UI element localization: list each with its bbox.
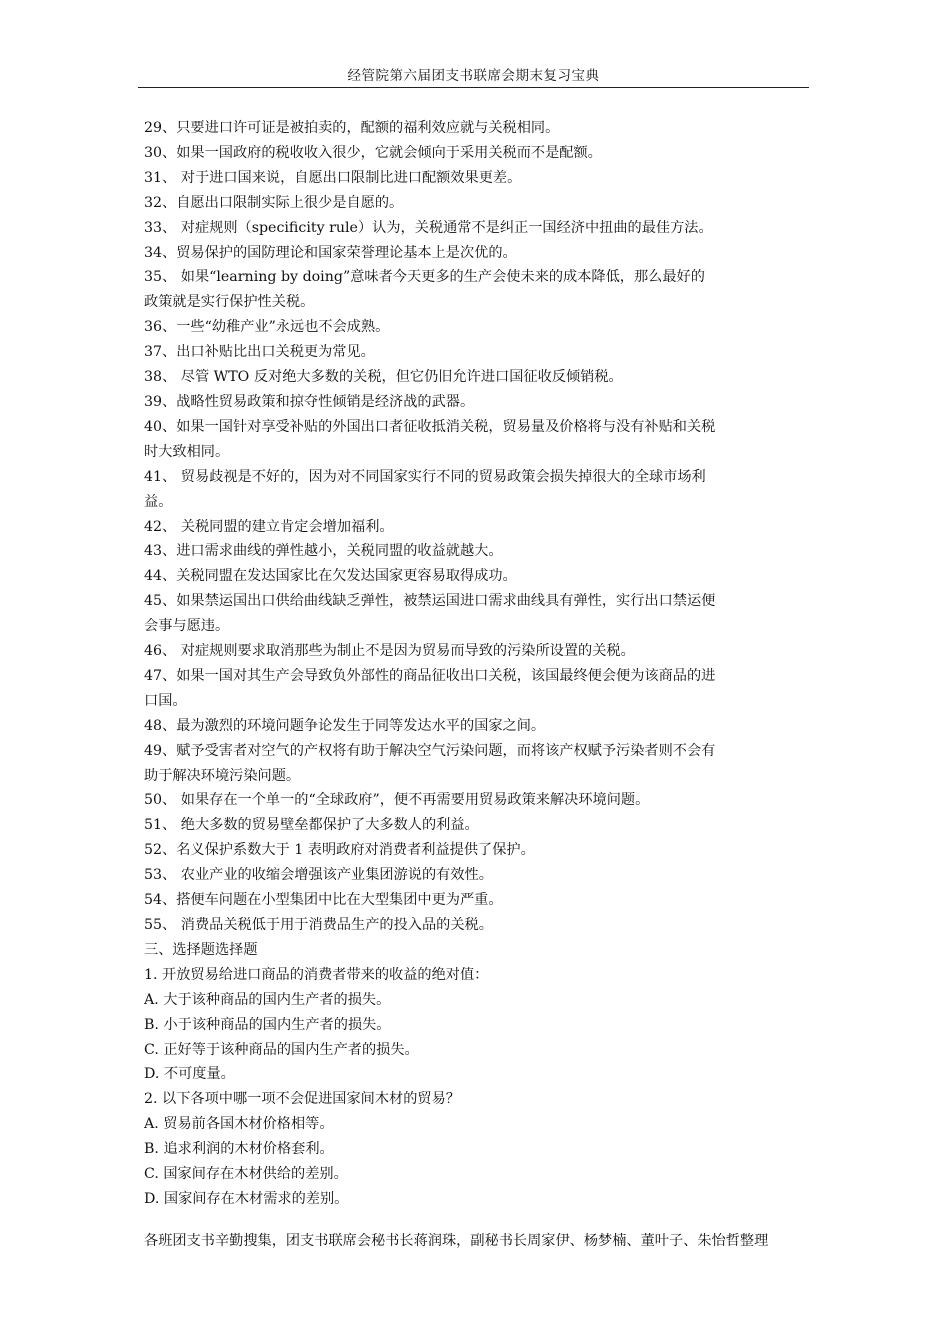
answer-option: D. 不可度量。 [144,1066,235,1083]
text-line: 会事与愿违。 [144,618,230,635]
text-line: 助于解决环境污染问题。 [144,767,301,784]
question-text: 2. 以下各项中哪一项不会促进国家间木材的贸易？ [144,1091,460,1108]
text-line: 43、进口需求曲线的弹性越小，关税同盟的收益就越大。 [144,543,503,560]
section-heading: 三、选择题选择题 [144,941,258,958]
answer-option: C. 国家间存在木材供给的差别。 [144,1166,348,1183]
answer-option: D. 国家间存在木材需求的差别。 [144,1190,349,1207]
answer-option: C. 正好等于该种商品的国内生产者的损失。 [144,1041,419,1058]
text-line: 32、自愿出口限制实际上很少是自愿的。 [144,194,404,211]
text-line: 口国。 [144,692,187,709]
text-line: 41、 贸易歧视是不好的，因为对不同国家实行不同的贸易政策会损失掉很大的全球市场利 [144,468,706,485]
page-footer: 各班团支书辛勤搜集，团支书联席会秘书长蒋润珠，副秘书长周家伊、杨梦楠、董叶子、朱怡哲整理 [144,1233,769,1249]
text-line: 39、战略性贸易政策和掠夺性倾销是经济战的武器。 [144,393,475,410]
header-rule [138,87,809,88]
text-line: 53、 农业产业的收缩会增强该产业集团游说的有效性。 [144,867,493,884]
text-line: 51、 绝大多数的贸易壁垒都保护了大多数人的利益。 [144,817,479,834]
text-line: 44、关税同盟在发达国家比在欠发达国家更容易取得成功。 [144,568,517,585]
document-body [144,116,810,1212]
text-line: 36、一些“幼稚产业”永远也不会成熟。 [144,319,390,336]
text-line: 益。 [144,493,173,510]
text-line: 33、 对症规则（specificity rule）认为，关税通常不是纠正一国经济中扭曲的最佳方法。 [144,219,713,236]
text-line: 47、如果一国对其生产会导致负外部性的商品征收出口关税，该国最终便会便为该商品的进 [144,667,716,684]
answer-option: A. 大于该种商品的国内生产者的损失。 [144,991,391,1008]
text-line: 时大致相同。 [144,443,230,460]
text-line: 54、搭便车问题在小型集团中比在大型集团中更为严重。 [144,892,503,909]
text-line: 35、 如果“learning by doing”意味者今天更多的生产会使未来的成本降低，那么最好的 [144,269,705,286]
text-line: 48、最为激烈的环境问题争论发生于同等发达水平的国家之间。 [144,717,546,734]
text-line: 30、如果一国政府的税收收入很少，它就会倾向于采用关税而不是配额。 [144,144,602,161]
text-line: 29、只要进口许可证是被拍卖的，配额的福利效应就与关税相同。 [144,120,560,136]
text-line: 50、 如果存在一个单一的“全球政府”，便不再需要用贸易政策来解决环境问题。 [144,792,650,809]
text-line: 55、 消费品关税低于用于消费品生产的投入品的关税。 [144,917,493,933]
text-line: 37、出口补贴比出口关税更为常见。 [144,344,375,361]
text-line: 31、 对于进口国来说，自愿出口限制比进口配额效果更差。 [144,169,522,186]
text-line: 38、 尽管 WTO 反对绝大多数的关税，但它仍旧允许进口国征收反倾销税。 [144,369,623,386]
text-line: 46、 对症规则要求取消那些为制止不是因为贸易而导致的污染所设置的关税。 [144,643,635,660]
text-line: 45、如果禁运国出口供给曲线缺乏弹性，被禁运国进口需求曲线具有弹性，实行出口禁运便 [144,593,716,610]
text-line: 政策就是实行保护性关税。 [144,294,315,311]
answer-option: B. 追求利润的木材价格套利。 [144,1141,334,1158]
text-line: 40、如果一国针对享受补贴的外国出口者征收抵消关税，贸易量及价格将与没有补贴和关税 [144,418,716,435]
page-header: 经管院第六届团支书联席会期末复习宝典 [347,68,600,84]
question-text: 1. 开放贸易给进口商品的消费者带来的收益的绝对值： [144,966,489,983]
text-line: 34、贸易保护的国防理论和国家荣誉理论基本上是次优的。 [144,244,517,261]
text-line: 52、名义保护系数大于 1 表明政府对消费者利益提供了保护。 [144,842,535,859]
answer-option: B. 小于该种商品的国内生产者的损失。 [144,1016,391,1033]
text-line: 49、赋予受害者对空气的产权将有助于解决空气污染问题，而将该产权赋予污染者则不会有 [144,742,716,759]
answer-option: A. 贸易前各国木材价格相等。 [144,1116,334,1133]
text-line: 42、 关税同盟的建立肯定会增加福利。 [144,518,394,535]
